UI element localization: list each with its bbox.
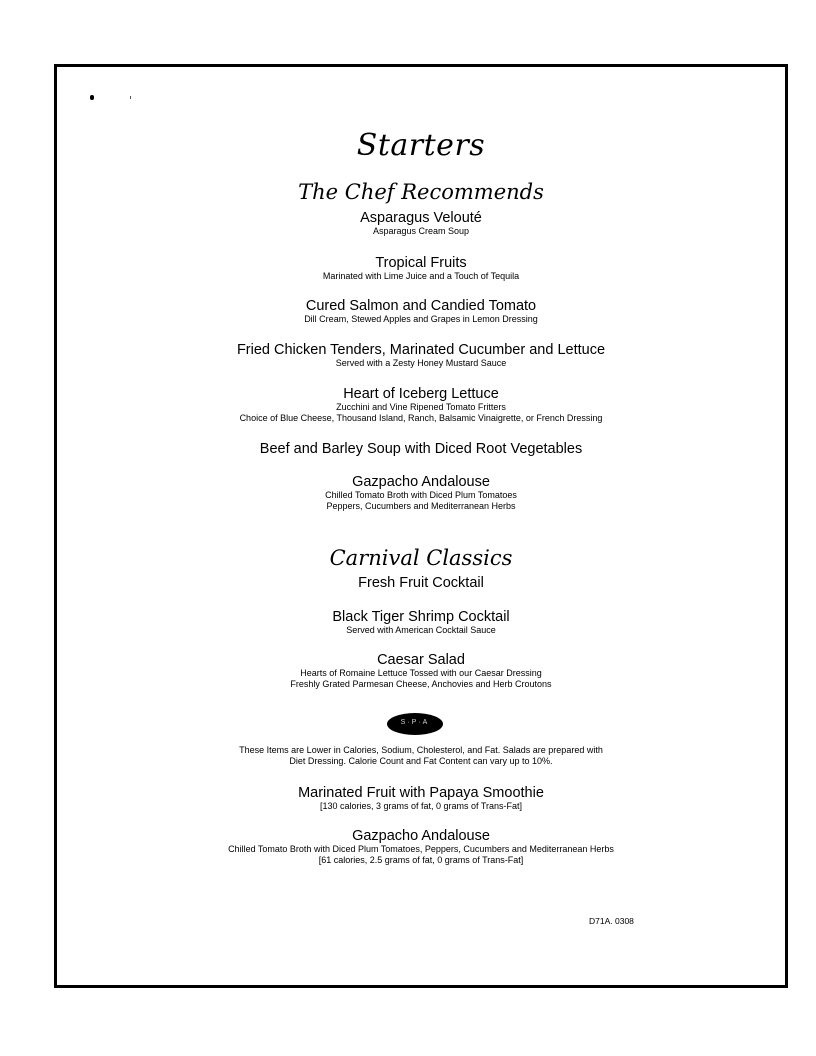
dish-description: Dill Cream, Stewed Apples and Grapes in Lemon Dressing [304, 314, 538, 324]
spa-note-line: These Items are Lower in Calories, Sodium, Cholesterol, and Fat. Salads are prepared with [239, 745, 603, 755]
dish-description: Hearts of Romaine Lettuce Tossed with our Caesar Dressing [300, 668, 542, 678]
dish-description: Choice of Blue Cheese, Thousand Island, Ranch, Balsamic Vinaigrette, or French Dressing [239, 413, 603, 423]
dish-name: Tropical Fruits [375, 255, 467, 271]
dish-name: Fresh Fruit Cocktail [358, 575, 484, 591]
dish-name: Asparagus Velouté [360, 210, 482, 226]
dish-description: Served with a Zesty Honey Mustard Sauce [335, 358, 507, 368]
dish-name: Beef and Barley Soup with Diced Root Vegetables [259, 441, 583, 457]
dish-description: Zucchini and Vine Ripened Tomato Fritters [336, 402, 506, 412]
menu-item [57, 576, 785, 591]
dish-description: Asparagus Cream Soup [372, 226, 470, 236]
menu-item [57, 610, 785, 636]
dish-name: Marinated Fruit with Papaya Smoothie [298, 785, 544, 801]
spa-note [57, 745, 785, 767]
dish-name: Black Tiger Shrimp Cocktail [332, 609, 510, 625]
menu-item [57, 387, 785, 424]
chef-recommends-heading: The Chef Recommends [298, 180, 544, 204]
spa-logo-badge [387, 713, 443, 735]
dish-description: Chilled Tomato Broth with Diced Plum Tomatoes, Peppers, Cucumbers and Mediterranean Herbs [228, 844, 614, 854]
print-speck [130, 96, 131, 99]
dish-name: Gazpacho Andalouse [352, 474, 490, 490]
menu-item [57, 211, 785, 237]
menu-item [57, 653, 785, 690]
spa-note-line: Diet Dressing. Calorie Count and Fat Content can vary up to 10%. [289, 756, 553, 766]
menu-item [57, 442, 785, 457]
dish-description: Marinated with Lime Juice and a Touch of Tequila [322, 271, 520, 281]
dish-name: Fried Chicken Tenders, Marinated Cucumber and Lettuce [236, 342, 606, 358]
menu-item [57, 343, 785, 369]
dish-description: Peppers, Cucumbers and Mediterranean Herbs [326, 501, 516, 511]
menu-item [57, 829, 785, 866]
dish-name: Heart of Iceberg Lettuce [343, 386, 499, 402]
dish-name: Cured Salmon and Candied Tomato [305, 298, 537, 314]
menu-code: D71A. 0308 [589, 916, 634, 926]
dish-description: [130 calories, 3 grams of fat, 0 grams of Trans-Fat] [319, 801, 523, 811]
print-speck [90, 95, 94, 100]
dish-description: [61 calories, 2.5 grams of fat, 0 grams of Trans-Fat] [318, 855, 524, 865]
dish-name: Caesar Salad [377, 652, 465, 668]
menu-item [57, 299, 785, 325]
menu-item [57, 786, 785, 812]
page-title: Starters [356, 128, 486, 163]
carnival-classics-heading: Carnival Classics [329, 546, 513, 570]
spa-badge-text: S·P·A [400, 719, 430, 726]
dish-description: Chilled Tomato Broth with Diced Plum Tomatoes [325, 490, 517, 500]
menu-item [57, 256, 785, 282]
dish-description: Served with American Cocktail Sauce [346, 625, 496, 635]
dish-name: Gazpacho Andalouse [352, 828, 490, 844]
dish-description: Freshly Grated Parmesan Cheese, Anchovies and Herb Croutons [290, 679, 552, 689]
menu-item [57, 475, 785, 512]
